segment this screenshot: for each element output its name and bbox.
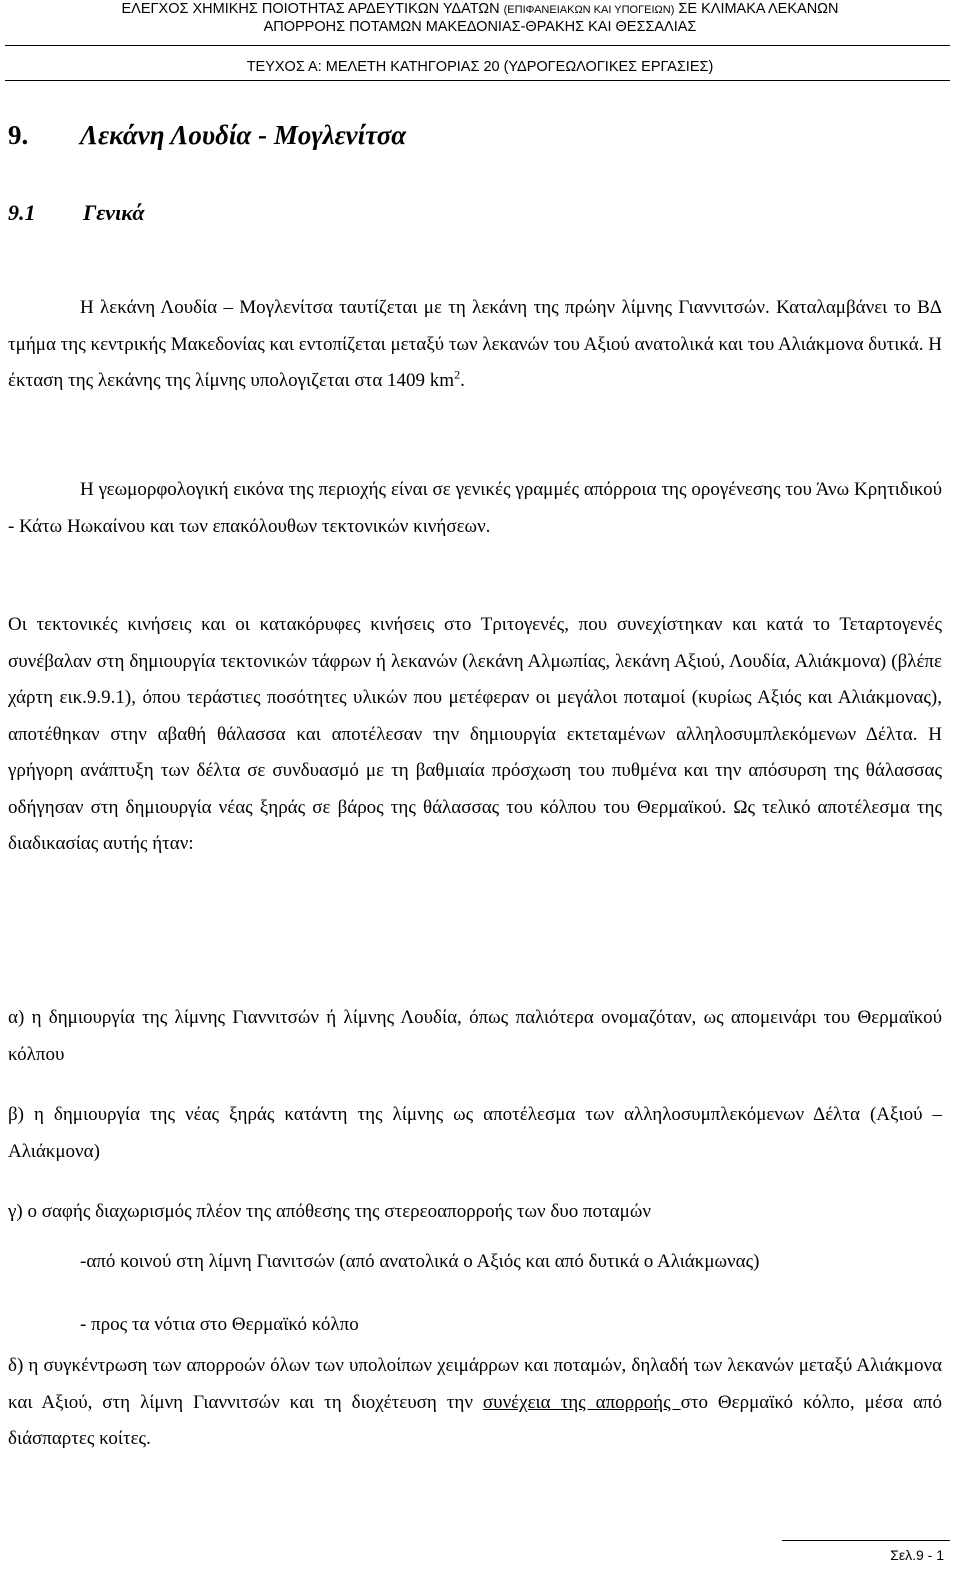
header-rule [5, 80, 950, 81]
footer-rule [782, 1540, 950, 1541]
header-text-end: ΣΕ ΚΛΙΜΑΚΑ ΛΕΚΑΝΩΝ [674, 1, 839, 17]
paragraph-3: Οι τεκτονικές κινήσεις και οι κατακόρυφες κινήσεις στο Τριτογενές, που συνεχίστηκαν και κατά το Τεταρτογενές συνέβαλαν στη δημιουργία τεκτονικών τάφρων ή λεκανών (λεκάνη Αλμωπίας, λεκάνη Αξιού, Λουδία, Αλιάκμονα) (βλέπε χάρτη εικ.9.9.1), όπου τεράστιες ποσότητες υλικών που μετέφεραν οι μεγάλοι ποταμοί (κυρίως Αξιός και Αλιάκμονας), αποτέθηκαν στην αβαθή θάλασσα και αποτέλεσαν την δημιουργία εκτεταμένων αλληλοσυμπλεκόμενων Δέλτα. Η γρήγορη ανάπτυξη των δέλτα σε συνδυασμό με τη βαθμιαία πρόσχωση του πυθμένα και την απόσυρση της θάλασσας οδήγησαν στη δημιουργία νέας ξηράς σε βάρος της θάλασσας του κόλπου του Θερμαϊκού. Ως τελικό αποτέλεσμα της διαδικασίας αυτής ήταν: [8, 614, 942, 854]
header-line-3: ΤΕΥΧΟΣ Α: ΜΕΛΕΤΗ ΚΑΤΗΓΟΡΙΑΣ 20 (ΥΔΡΟΓΕΩΛΟΓΙΚΕΣ ΕΡΓΑΣΙΕΣ) [246, 59, 714, 75]
underlined-text: συνέχεια της απορροής [482, 1391, 681, 1413]
list-item-a: α) η δημιουργία της λίμνης Γιαννιτσών ή λίμνης Λουδία, όπως παλιότερα ονομαζόταν, ως απομεινάρι του Θερμαϊκού κόλπου [8, 1007, 942, 1065]
paragraph-text: . [460, 370, 465, 391]
page-number: Σελ.9 - 1 [890, 1547, 944, 1563]
section-number: 9. [8, 120, 29, 150]
subsection-title-text: Γενικά [83, 200, 145, 225]
superscript: 2 [454, 367, 461, 382]
paragraph-text: Η λεκάνη Λουδία – Μογλενίτσα ταυτίζεται με τη λεκάνη της πρώην λίμνης Γιαννιτσών. Καταλαμβάνει το ΒΔ τμήμα της κεντρικής Μακεδονίας και εντοπίζεται μεταξύ των λεκανών του Αξιού ανατολικά και του Αλιάκμονα δυτικά. Η έκταση της λεκάνης της λίμνης υπολογιζεται στα 1409 km [8, 297, 942, 391]
paragraph-text: δ) η συγκέντρωση των απορροών όλων των υπολοίπων χειμάρρων και ποταμών, δηλαδή των λεκανών μεταξύ Αλιάκμονα και Αξιού, στη λίμνη Γιαννιτσών και τη διοχέτευση την [8, 1355, 942, 1413]
list-subitem-1: -από κοινού στη λίμνη Γιανιτσών (από ανατολικά ο Αξιός και από δυτικά ο Αλιάκμωνας) [80, 1251, 760, 1272]
list-item-b: β) η δημιουργία της νέας ξηράς κατάντη της λίμνης ως αποτέλεσμα των αλληλοσυμπλεκόμενων Δέλτα (Αξιού – Αλιάκμονα) [8, 1104, 942, 1162]
subsection-number: 9.1 [8, 200, 36, 225]
section-title [8, 120, 406, 151]
header-text: ΕΛΕΓΧΟΣ ΧΗΜΙΚΗΣ ΠΟΙΟΤΗΤΑΣ ΑΡΔΕΥΤΙΚΩΝ ΥΔΑΤΩΝ [121, 1, 504, 17]
paragraph-1 [8, 290, 942, 400]
header-line-1 [0, 0, 960, 19]
list-item-c: γ) ο σαφής διαχωρισμός πλέον της απόθεσης της στερεοαπορροής των δυο ποταμών [8, 1201, 651, 1222]
list-subitem-2: - προς τα νότια στο Θερμαϊκό κόλπο [80, 1314, 359, 1335]
section-title-text: Λεκάνη Λουδία - Μογλενίτσα [80, 120, 407, 150]
paragraph-text: στο Θερμαϊκό κόλπο, μέσα από διάσπαρτες κοίτες. [8, 1391, 943, 1449]
list-item-d [8, 1348, 942, 1458]
paragraph-2: Η γεωμορφολογική εικόνα της περιοχής είναι σε γενικές γραμμές απόρροια της ορογένεσης του Άνω Κρητιδικού - Κάτω Ηωκαίνου και των επακόλουθων τεκτονικών κινήσεων. [8, 479, 942, 537]
header-text-small: (ΕΠΙΦΑΝΕΙΑΚΩΝ ΚΑΙ ΥΠΟΓΕΙΩΝ) [503, 4, 675, 16]
subsection-title [8, 200, 145, 226]
header-rule [5, 45, 950, 46]
header-line-2: ΑΠΟΡΡΟΗΣ ΠΟΤΑΜΩΝ ΜΑΚΕΔΟΝΙΑΣ-ΘΡΑΚΗΣ ΚΑΙ ΘΕΣΣΑΛΙΑΣ [263, 19, 697, 35]
